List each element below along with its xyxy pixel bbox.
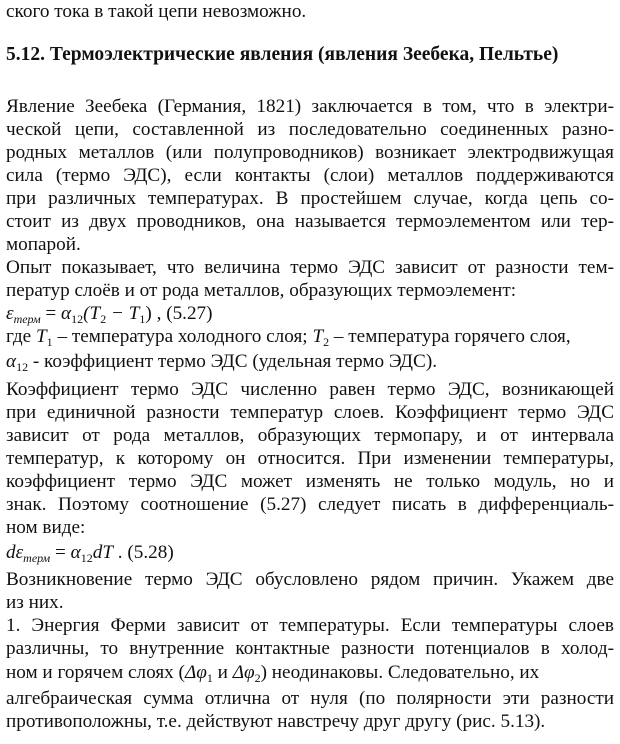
- equation-label: , (5.27): [151, 303, 213, 324]
- paragraph-line: ном виде:: [6, 517, 86, 538]
- eq-subscript: 2: [323, 335, 330, 349]
- eq-subscript: 12: [71, 312, 84, 326]
- eq-subscript: 2: [254, 671, 261, 685]
- where-line-2: [6, 350, 614, 379]
- paragraph-line: 1. Энергия Ферми зависит от температуры. Если температуры слоев: [6, 615, 614, 636]
- eq-symbol: Δφ: [232, 662, 255, 683]
- paragraph-line: сила (термо ЭДС), если контакты (слои) металлов поддерживаются: [6, 165, 614, 186]
- text-run: и: [212, 662, 233, 683]
- eq-symbol: − T: [106, 303, 140, 324]
- eq-subscript: 1: [46, 335, 53, 349]
- paragraph-line: мопарой.: [6, 234, 81, 255]
- paragraph-line: зависит от рода металлов, образующих термопару, и от интервала: [6, 425, 614, 446]
- eq-symbol: T: [36, 326, 47, 347]
- text-run: где: [6, 326, 36, 347]
- eq-symbol: ε: [6, 303, 14, 324]
- paragraph-line: различны, то внутренние контактные разности потенциалов в холод-: [6, 638, 614, 659]
- eq-subscript: 12: [16, 360, 29, 374]
- text-run: – температура горячего слоя,: [329, 326, 571, 347]
- equation-5-28: [6, 541, 614, 570]
- paragraph-line: ческой цепи, составленной из последовательно соединенных разно-: [6, 119, 614, 140]
- eq-symbol: (T: [83, 303, 101, 324]
- paragraph-line: Опыт показывает, что величина термо ЭДС зависит от разности тем-: [6, 257, 614, 278]
- paragraph-line: противоположны, т.е. действуют навстречу друг другу (рис. 5.13).: [6, 711, 546, 732]
- eq-subscript: 1: [139, 312, 146, 326]
- paragraph-line: ператур слоёв и от рода металлов, образующих термоэлемент:: [6, 280, 517, 301]
- text-run: ) неодинаковы. Следовательно, их: [260, 662, 540, 683]
- eq-subscript: 2: [100, 312, 107, 326]
- text-run: ном и горячем слоях (: [6, 662, 185, 683]
- paragraph-line: Явление Зеебека (Германия, 1821) заключается в том, что в электри-: [6, 96, 614, 117]
- top-fragment: ского тока в такой цепи невозможно.: [6, 1, 307, 22]
- paragraph-line: Коэффициент термо ЭДС численно равен термо ЭДС, возникающей: [6, 379, 614, 400]
- eq-subscript: терм: [13, 312, 41, 326]
- eq-symbol: dT: [92, 542, 113, 563]
- paragraph-line: при единичной разности температур слоев. Коэффициент термо ЭДС: [6, 402, 614, 423]
- paragraph-line: коэффициент термо ЭДС может изменять не только модуль, но и: [6, 471, 614, 492]
- eq-symbol: Δφ: [184, 662, 207, 683]
- eq-symbol: ): [145, 303, 152, 324]
- paragraph-line: родных металлов (или полупроводников) возникает электродвижущая: [6, 142, 614, 163]
- paragraph-line: при различных температурах. В простейшем случае, когда цепь со-: [6, 188, 614, 209]
- paragraph-line: стоит из двух проводников, она называется термоэлементом или тер-: [6, 211, 614, 232]
- paragraph-line: температур, к которому он относится. При изменении температуры,: [6, 448, 614, 469]
- paragraph-line: алгебраическая сумма отлична от нуля (по полярности эти разности: [6, 688, 614, 709]
- eq-symbol: α: [61, 303, 72, 324]
- eq-subscript: терм: [23, 551, 51, 565]
- eq-symbol: dε: [6, 542, 24, 563]
- eq-symbol: α: [6, 351, 17, 372]
- eq-symbol: T: [312, 326, 324, 347]
- paragraph-line: Возникновение термо ЭДС обусловлено рядом причин. Укажем две: [6, 569, 614, 590]
- eq-operator: =: [50, 542, 71, 563]
- equation-label: . (5.28): [112, 542, 174, 563]
- eq-subscript: 12: [80, 551, 93, 565]
- paragraph-line: знак. Поэтому соотношение (5.27) следует писать в дифференциаль-: [6, 494, 614, 515]
- eq-symbol: α: [70, 542, 81, 563]
- eq-subscript: 1: [206, 671, 213, 685]
- paragraph-line: из них.: [6, 592, 64, 613]
- paragraph-line-with-math: [6, 661, 614, 690]
- text-run: – температура холодного слоя;: [52, 326, 313, 347]
- eq-operator: =: [40, 303, 62, 324]
- section-heading: 5.12. Термоэлектрические явления (явления Зеебека, Пельтье): [6, 44, 559, 65]
- text-run: - коэффициент термо ЭДС (удельная термо ЭДС).: [28, 351, 438, 372]
